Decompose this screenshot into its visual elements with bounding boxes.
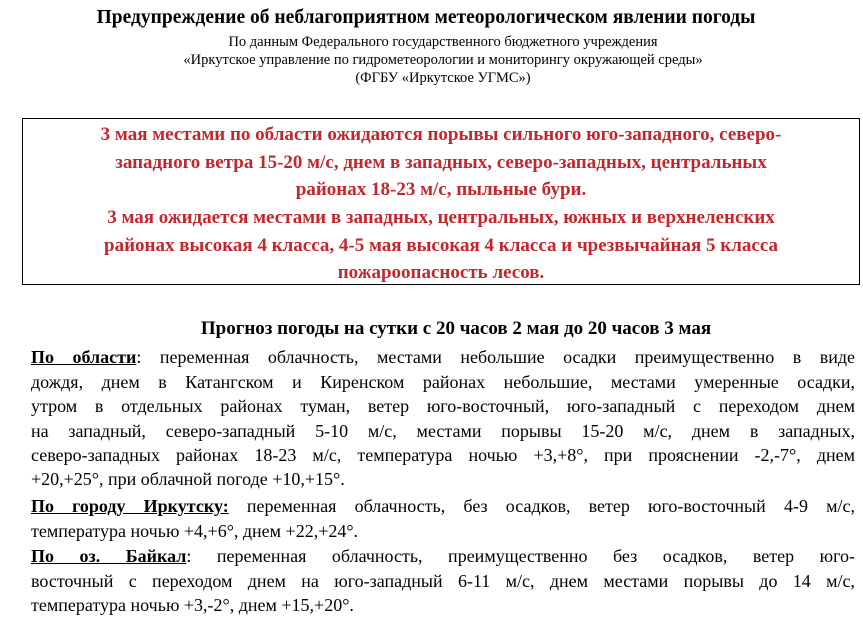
region-forecast-line: +20,+25°, при облачной погоде +10,+15°. [31, 469, 345, 489]
warning-line: районах 18-23 м/с, пыльные бури. [295, 179, 587, 200]
baikal-forecast-line: восточный с переходом днем на юго-западный 6-11 м/с, днем местами порывы до 14 м/с, [31, 571, 855, 591]
forecast-title: Прогноз погоды на сутки с 20 часов 2 мая до 20 часов 3 мая [200, 318, 712, 339]
document-title: Предупреждение об неблагоприятном метеорологическом явлении погоды [96, 7, 756, 28]
baikal-forecast-line: температура ночью +3,-2°, днем +15,+20°. [31, 595, 354, 615]
region-forecast-line: дождя, днем в Катангском и Киренском районах небольшие, местами умеренные осадки, [31, 372, 855, 392]
city-forecast-line: температура ночью +4,+6°, днем +22,+24°. [31, 521, 359, 541]
region-forecast-line: утром в отдельных районах туман, ветер юго-восточный, юго-западный с переходом днем [31, 396, 855, 416]
city-label: По городу Иркутску: [31, 496, 229, 516]
region-forecast-line: северо-западных районах 18-23 м/с, температура ночью +3,+8°, при прояснении -2,-7°, днем [31, 445, 855, 465]
warning-line: районах высокая 4 класса, 4-5 мая высокая 4 класса и чрезвычайная 5 класса [104, 235, 778, 256]
baikal-label: По оз. Байкал [31, 546, 187, 566]
city-forecast-line: По городу Иркутску: переменная облачность, без осадков, ветер юго-восточный 4-9 м/с, [31, 496, 855, 516]
warning-line: пожароопасность лесов. [337, 262, 545, 283]
region-label: По области [31, 347, 137, 367]
warning-line: 3 мая местами по области ожидаются порывы сильного юго-западного, северо- [100, 124, 782, 145]
source-line-2: «Иркутское управление по гидрометеорологии и мониторингу окружающей среды» [183, 52, 703, 68]
warning-box [22, 118, 860, 285]
region-forecast-line: на западный, северо-западный 5-10 м/с, местами порывы 15-20 м/с, днем в западных, [31, 421, 855, 441]
warning-line: западного ветра 15-20 м/с, днем в западных, северо-западных, центральных [115, 152, 767, 173]
baikal-forecast-line: По оз. Байкал: переменная облачность, преимущественно без осадков, ветер юго- [31, 546, 855, 566]
region-forecast-line: По области: переменная облачность, местами небольшие осадки преимущественно в виде [31, 347, 855, 367]
source-line-3: (ФГБУ «Иркутское УГМС») [355, 70, 531, 86]
source-line-1: По данным Федерального государственного бюджетного учреждения [228, 34, 658, 50]
warning-line: 3 мая ожидается местами в западных, центральных, южных и верхнеленских [107, 207, 775, 228]
